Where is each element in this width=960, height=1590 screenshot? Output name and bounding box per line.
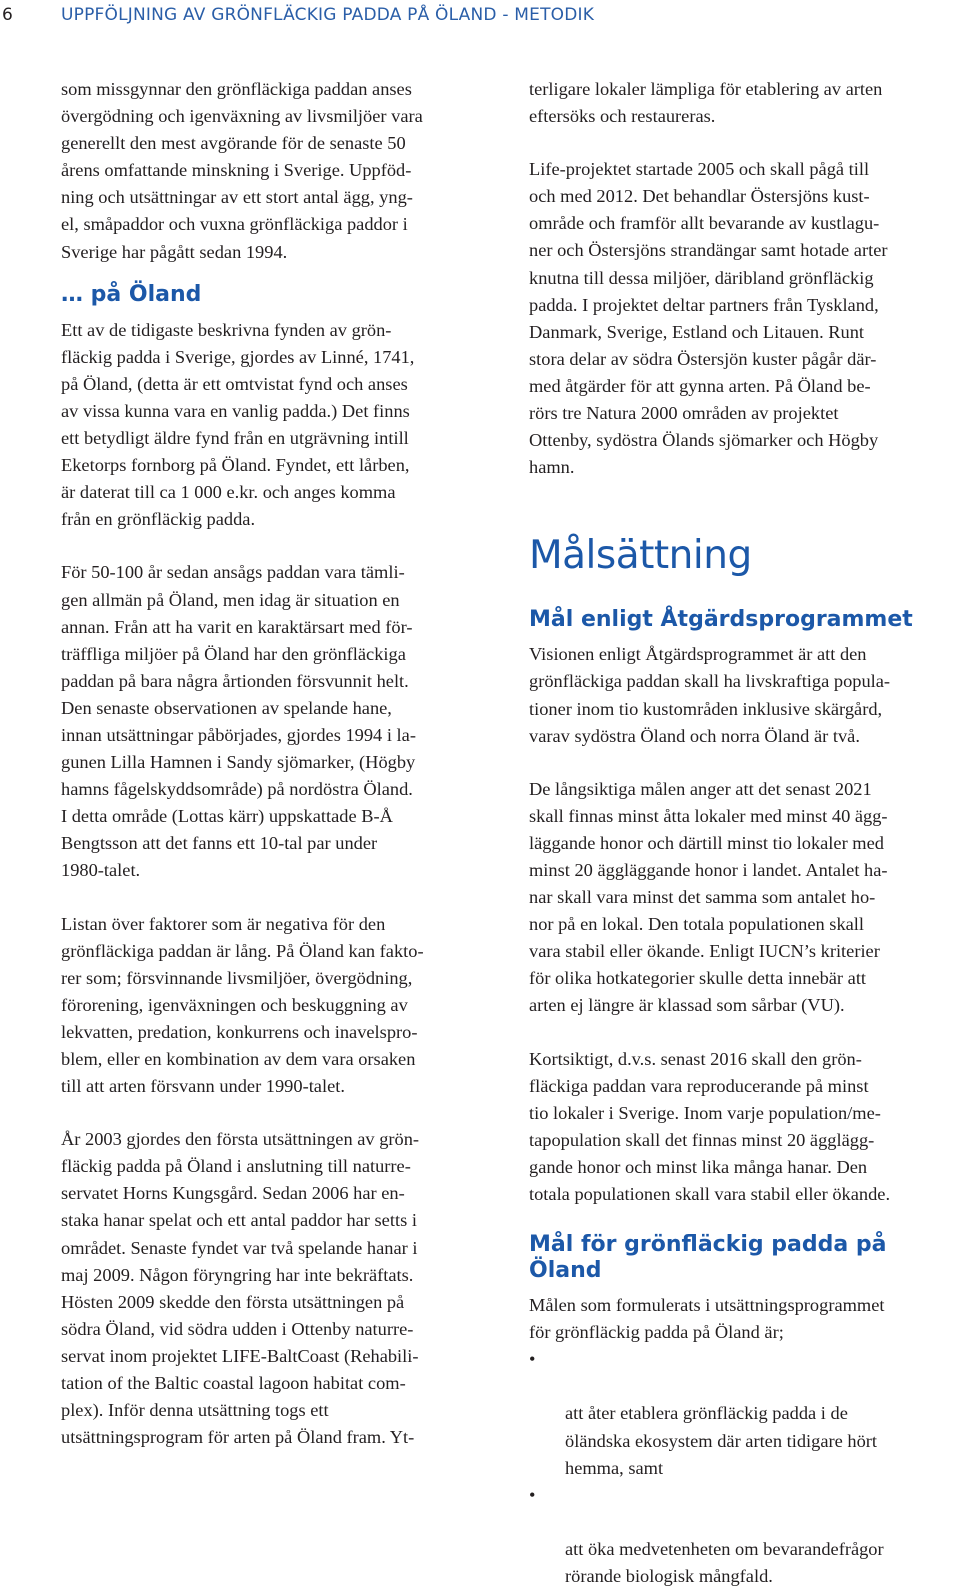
subheading-mal-oland: Mål för grönfläckig padda på Öland: [529, 1232, 887, 1284]
paragraph: Ett av de tidigaste beskrivna fynden av grön- fläckig padda i Sverige, gjordes av Linné, 1741, på Öland, (detta är ett omtvistat fynd och anses av vissa kunna vara en vanlig padda.) Det finns ett betydligt äldre fynd från en utgrävning intill Eketorps fornborg på Öland. Fyndet, ett lårben, är daterat till ca 1 000 e.kr. och anges komma från en grönfläckig padda.: [61, 319, 415, 530]
paragraph: För 50-100 år sedan ansågs paddan vara tämli- gen allmän på Öland, men idag är situation en annan. Från att ha varit en karaktärsart med för- träffliga miljöer på Öland har den grönfläckiga paddan på bara några årtionden försvunnit helt. Den senaste observationen av spelande hane, innan utsättningar påbörjades, gjordes 1994 i la- gunen Lilla Hamnen i Sandy sjömarker, (Högby hamns fågelskyddsområde) på nordöstra Öland. I detta område (Lottas kärr) uppskattade B-Å Bengtsson att det fanns ett 10-tal par under 1980-talet.: [61, 562, 416, 881]
paragraph: Kortsiktigt, d.v.s. senast 2016 skall den grön- fläckiga paddan vara reproducerande på minst tio lokaler i Sverige. Inom varje population/me- tapopulation skall det finnas minst 20 ägglägg- gande honor och minst lika många hanar. Den totala populationen skall vara stabil eller ökande.: [529, 1048, 891, 1204]
bullet-marker: •: [529, 1349, 536, 1370]
list-item: [529, 1346, 957, 1481]
paragraph: År 2003 gjordes den första utsättningen av grön- fläckig padda på Öland i anslutning till naturre- servatet Horns Kungsgård. Sedan 2006 har en- staka hanar spelat och ett antal paddor har setts i området. Senaste fyndet var två spelande hanar i maj 2009. Någon föryngring har inte bekräftats. Hösten 2009 skedde den första utsättningen på södra Öland, vid södra udden i Ottenby naturre- servat inom projektet LIFE-BaltCoast (Rehabili- tation of the Baltic coastal lagoon habitat com- plex). Inför denna utsättning togs ett utsättningsprogram för arten på Öland fram. Yt-: [61, 1129, 420, 1448]
list-item-text: att öka medvetenheten om bevarandefrågor rörande biologisk mångfald.: [565, 1538, 884, 1587]
left-column: [61, 76, 483, 1451]
paragraph: Målen som formulerats i utsättningsprogrammet för grönfläckig padda på Öland är;: [529, 1295, 885, 1343]
paragraph: De långsiktiga målen anger att det senast 2021 skall finnas minst åtta lokaler med minst 40 ägg- läggande honor och därtill minst tio lokaler med minst 20 äggläggande honor i landet. Antalet ha- nar skall vara minst det samma som antalet ho- nor på en lokal. Den totala populationen skall vara stabil eller ökande. Enligt IUCN’s kriterier för olika hotkategorier skulle detta innebär att arten ej längre är klassad som sårbar (VU).: [529, 778, 888, 1016]
paragraph: som missgynnar den grönfläckiga paddan anses övergödning och igenväxning av livsmiljöer vara generellt den mest avgörande för de senaste 50 årens omfattande minskning i Sverige. Uppföd- ning och utsättningar av ett stort antal ägg, yng- el, småpaddor och vuxna grönfläckiga paddor i Sverige har pågått sedan 1994.: [61, 79, 423, 262]
section-title: Målsättning: [529, 533, 752, 579]
paragraph: Visionen enligt Åtgärdsprogrammet är att den grönfläckiga paddan skall ha livskraftiga popula- tioner inom tio kustområden inklusive skärgård, varav sydöstra Öland och norra Öland är två.: [529, 644, 891, 746]
bullet-marker: •: [529, 1484, 536, 1505]
paragraph: Life-projektet startade 2005 och skall pågå till och med 2012. Det behandlar Östersjöns kust- område och framför allt bevarande av kustlagu- ner och Östersjöns strandängar samt hotade arter knutna till dessa miljöer, däribland grönfläckig padda. I projektet deltar partners från Tyskland, Danmark, Sverige, Estland och Litauen. Runt stora delar av södra Östersjön kuster pågår där- med åtgärder för att gynna arten. På Öland be- rörs tre Natura 2000 områden av projektet Ottenby, sydöstra Ölands sjömarker och Högby hamn.: [529, 159, 888, 478]
page-number: 6: [2, 5, 14, 25]
subheading-pa-oland: … på Öland: [61, 281, 202, 307]
list-item-text: att åter etablera grönfläckig padda i de öländska ekosystem där arten tidigare hört hemma, samt: [565, 1403, 878, 1478]
paragraph: Listan över faktorer som är negativa för den grönfläckiga paddan är lång. På Öland kan fakto- rer som; försvinnande livsmiljöer, övergödning, förorening, igenväxningen och beskuggning av lekvatten, predation, konkurrens och inavelspro- blem, eller en kombination av dem vara orsaken till att arten försvann under 1990-talet.: [61, 913, 424, 1097]
bullet-list: [529, 1346, 957, 1590]
paragraph: terligare lokaler lämpliga för etablering av arten eftersöks och restaureras.: [529, 79, 883, 127]
subheading-atgardsprogrammet: Mål enligt Åtgärdsprogrammet: [529, 607, 913, 633]
running-title: UPPFÖLJNING AV GRÖNFLÄCKIG PADDA PÅ ÖLAND - METODIK: [61, 5, 595, 25]
running-header: [0, 0, 960, 32]
list-item: [529, 1482, 957, 1590]
right-column: [529, 76, 957, 1590]
